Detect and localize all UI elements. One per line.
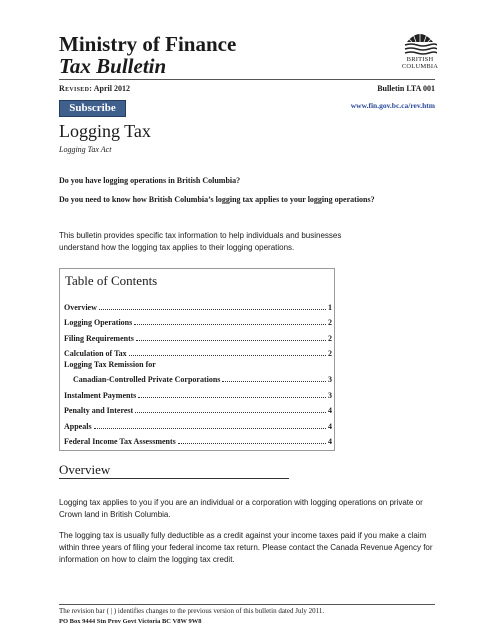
toc-item-appeals[interactable] (64, 415, 332, 431)
toc-item-filing-requirements[interactable] (64, 327, 332, 343)
toc-item-page: 4 (328, 406, 332, 415)
question-1: Do you have logging operations in British Columbia? (59, 176, 241, 185)
revised-value: April 2012 (93, 84, 130, 93)
footer-address: PO Box 9444 Stn Prov Govt Victoria BC V8W 9W8 (59, 618, 202, 625)
toc-item-page: 2 (328, 318, 332, 327)
toc-item-penalty-and-interest[interactable] (64, 400, 332, 416)
toc-item-logging-operations[interactable] (64, 312, 332, 328)
toc-list (64, 296, 332, 446)
toc-item-calculation-of-tax[interactable] (64, 343, 332, 359)
masthead-subtitle: Tax Bulletin (59, 54, 167, 78)
document-title: Logging Tax (59, 121, 151, 141)
toc-item-label: Logging Operations (64, 318, 133, 327)
logo-text-line1: BRITISH (406, 56, 434, 63)
toc-item-page: 2 (328, 349, 332, 358)
toc-item-page: 3 (328, 375, 332, 384)
toc-item-label: Calculation of Tax (64, 349, 127, 358)
document-act: Logging Tax Act (59, 145, 112, 154)
overview-rule (59, 478, 289, 479)
toc-item-overview[interactable] (64, 296, 332, 312)
toc-item-label-continued: Canadian-Controlled Private Corporations (73, 375, 221, 384)
toc-item-page: 4 (328, 437, 332, 446)
bc-crest-icon (403, 30, 437, 56)
question-2: Do you need to know how British Columbia’s logging tax applies to your logging operations? (59, 195, 375, 204)
toc-item-logging-tax-remission[interactable] (64, 358, 332, 384)
toc-item-label: Federal Income Tax Assessments (64, 437, 176, 446)
toc-item-page: 2 (328, 333, 332, 343)
masthead-title: Ministry of Finance (59, 32, 237, 56)
toc-item-instalment-payments[interactable] (64, 384, 332, 400)
toc-item-page: 3 (328, 390, 332, 400)
overview-heading: Overview (59, 462, 111, 477)
overview-paragraph-2: The logging tax is usually fully deductible as a credit against your income taxes paid if you make a claim within three years of filing your federal income tax return. Please contact the Canada Revenue Agency for information on how to claim the logging tax credit. (59, 531, 433, 564)
toc-item-page: 1 (328, 302, 332, 312)
masthead-rule (59, 79, 435, 80)
logo-text-line2: COLUMBIA (401, 63, 439, 70)
toc-item-label: Filing Requirements (64, 333, 134, 343)
toc-item-label: Instalment Payments (64, 390, 137, 400)
toc-item-label: Logging Tax Remission for (64, 360, 156, 369)
toc-item-page: 4 (328, 421, 332, 431)
toc-heading: Table of Contents (65, 273, 158, 288)
bulletin-number: Bulletin LTA 001 (377, 84, 435, 93)
bc-logo (390, 30, 450, 74)
footer-rule (59, 604, 435, 605)
toc-item-federal-income-tax[interactable] (64, 431, 332, 447)
revised-label: Revised: (59, 84, 93, 93)
table-of-contents (59, 268, 335, 451)
revised-date (59, 84, 130, 93)
intro-paragraph: This bulletin provides specific tax information to help individuals and businesses understand how the logging tax applies to their logging operations. (59, 231, 342, 252)
toc-item-label: Appeals (64, 421, 92, 431)
subscribe-button[interactable]: Subscribe (59, 100, 126, 117)
website-link[interactable]: www.fin.gov.bc.ca/rev.htm (350, 101, 435, 110)
toc-item-label: Penalty and Interest (64, 406, 134, 415)
overview-paragraph-1: Logging tax applies to you if you are an individual or a corporation with logging operations on private or Crown land in British Columbia. (59, 498, 423, 519)
toc-item-label: Overview (64, 302, 97, 312)
footer-revision-note: The revision bar ( | ) identifies changes to the previous version of this bulletin dated July 2011. (59, 607, 325, 615)
